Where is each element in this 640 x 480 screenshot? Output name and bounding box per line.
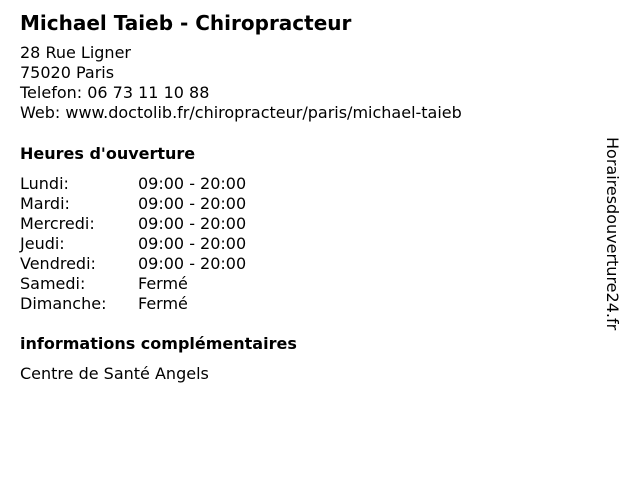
hours-row-thursday	[20, 234, 246, 254]
hours-row-saturday	[20, 274, 246, 294]
day-hours: 09:00 - 20:00	[138, 214, 247, 233]
day-label: Jeudi:	[20, 234, 65, 253]
day-hours: Fermé	[138, 274, 188, 293]
hours-row-friday	[20, 254, 246, 274]
day-hours: 09:00 - 20:00	[138, 174, 247, 193]
hours-row-sunday	[20, 294, 246, 314]
phone-line: Telefon: 06 73 11 10 88	[20, 83, 210, 102]
hours-row-monday	[20, 174, 246, 194]
opening-hours-list	[20, 174, 246, 314]
opening-hours-heading: Heures d'ouverture	[20, 144, 196, 163]
day-label: Lundi:	[20, 174, 69, 193]
hours-row-tuesday	[20, 194, 246, 214]
website-line: Web: www.doctolib.fr/chiropracteur/paris/michael-taieb	[20, 103, 462, 122]
day-hours: Fermé	[138, 294, 188, 313]
day-hours: 09:00 - 20:00	[138, 234, 247, 253]
day-hours: 09:00 - 20:00	[138, 254, 247, 273]
city-postcode: 75020 Paris	[20, 63, 115, 82]
additional-info-heading: informations complémentaires	[20, 334, 297, 353]
day-label: Mercredi:	[20, 214, 95, 233]
additional-info-text: Centre de Santé Angels	[20, 364, 209, 383]
site-watermark: Horairesdouverture24.fr	[603, 137, 622, 331]
hours-row-wednesday	[20, 214, 246, 234]
day-hours: 09:00 - 20:00	[138, 194, 247, 213]
day-label: Mardi:	[20, 194, 70, 213]
day-label: Samedi:	[20, 274, 86, 293]
business-name: Michael Taieb - Chiropracteur	[20, 11, 352, 35]
contact-block	[20, 43, 462, 123]
day-label: Dimanche:	[20, 294, 107, 313]
street-address: 28 Rue Ligner	[20, 43, 131, 62]
day-label: Vendredi:	[20, 254, 96, 273]
